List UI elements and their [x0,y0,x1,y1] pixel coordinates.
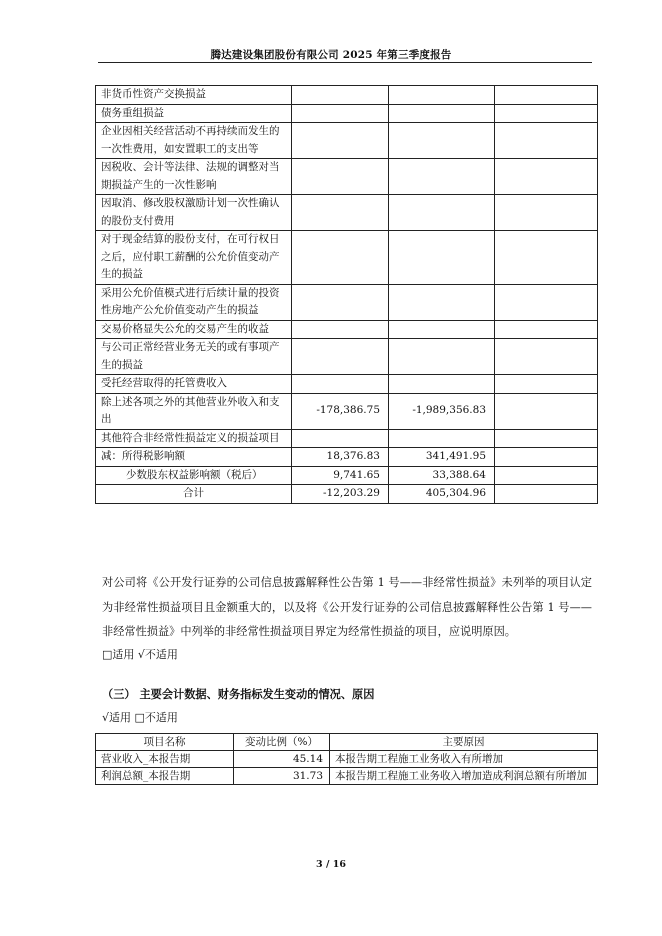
value-current: 18,376.83 [292,448,389,467]
value-note [495,429,598,448]
item-label: 少数股东权益影响额（税后） [96,466,292,485]
value-current [292,86,389,105]
value-ytd [389,123,495,159]
value-note [495,231,598,285]
item-label: 受托经营取得的托管费收入 [96,375,292,394]
table-row [96,768,598,785]
value-current [292,339,389,375]
table-row [96,104,598,123]
main-reason: 本报告期工程施工业务收入增加造成利润总额有所增加 [330,768,598,785]
item-label: 其他符合非经常性损益定义的损益项目 [96,429,292,448]
value-ytd [389,320,495,339]
item-label: 合计 [96,485,292,504]
item-label: 除上述各项之外的其他营业外收入和支出 [96,393,292,429]
value-note [495,375,598,394]
section-title: （三） 主要会计数据、财务指标发生变动的情况、原因 [102,687,375,701]
value-ytd: -1,989,356.83 [389,393,495,429]
non-recurring-items-table [95,85,598,504]
item-label: 交易价格显失公允的交易产生的收益 [96,320,292,339]
changes-table [95,733,598,785]
table-row [96,751,598,768]
value-ytd: 33,388.64 [389,466,495,485]
explanation-paragraph: 对公司将《公开发行证券的公司信息披露解释性公告第 1 号——非经常性损益》未列举的项目认定为非经常性损益项目且金额重大的，以及将《公开发行证券的公司信息披露解释性公告第 1 号——非经常性损益》中列举的非经常性损益项目界定为经常性损益的项目，应说明原因。 [102,576,592,638]
value-note [495,284,598,320]
item-label: 因税收、会计等法律、法规的调整对当期损益产生的一次性影响 [96,159,292,195]
item-label: 与公司正常经营业务无关的或有事项产生的损益 [96,339,292,375]
value-ytd [389,375,495,394]
value-ytd [389,195,495,231]
value-current [292,104,389,123]
table-row [96,231,598,285]
value-ytd [389,339,495,375]
value-note [495,448,598,467]
value-note [495,159,598,195]
change-ratio: 45.14 [234,751,330,768]
table-row [96,448,598,467]
applicability-status: □适用 √不适用 [102,648,178,661]
table-row-total [96,485,598,504]
value-current [292,284,389,320]
item-label: 非货币性资产交换损益 [96,86,292,105]
value-ytd [389,231,495,285]
value-note [495,123,598,159]
value-current: -12,203.29 [292,485,389,504]
item-label: 减：所得税影响额 [96,448,292,467]
value-note [495,393,598,429]
table-row [96,320,598,339]
value-ytd: 341,491.95 [389,448,495,467]
value-note [495,86,598,105]
item-label: 采用公允价值模式进行后续计量的投资性房地产公允价值变动产生的损益 [96,284,292,320]
table-row [96,375,598,394]
table-row [96,466,598,485]
value-note [495,339,598,375]
table-row [96,86,598,105]
value-ytd: 405,304.96 [389,485,495,504]
value-current: -178,386.75 [292,393,389,429]
value-note [495,320,598,339]
table-row [96,123,598,159]
column-header: 变动比例（%） [234,734,330,751]
report-header-title: 腾达建设集团股份有限公司 2025 年第三季度报告 [210,49,452,61]
table-header-row [96,734,598,751]
table-row [96,339,598,375]
item-label: 企业因相关经营活动不再持续而发生的一次性费用，如安置职工的支出等 [96,123,292,159]
value-current [292,320,389,339]
value-current [292,375,389,394]
table-row [96,159,598,195]
value-note [495,485,598,504]
header-divider [98,62,592,63]
item-name: 利润总额_本报告期 [96,768,234,785]
table-row [96,393,598,429]
page-number: 3 / 16 [316,859,346,870]
value-note [495,104,598,123]
change-ratio: 31.73 [234,768,330,785]
value-current [292,159,389,195]
value-ytd [389,86,495,105]
item-label: 债务重组损益 [96,104,292,123]
value-ytd [389,159,495,195]
value-ytd [389,429,495,448]
value-note [495,466,598,485]
item-label: 因取消、修改股权激励计划一次性确认的股份支付费用 [96,195,292,231]
value-current [292,231,389,285]
value-ytd [389,104,495,123]
value-current [292,429,389,448]
main-reason: 本报告期工程施工业务收入有所增加 [330,751,598,768]
column-header: 主要原因 [330,734,598,751]
applicability-status: √适用 □不适用 [102,711,178,724]
table-row [96,429,598,448]
value-ytd [389,284,495,320]
value-note [495,195,598,231]
value-current [292,123,389,159]
column-header: 项目名称 [96,734,234,751]
value-current [292,195,389,231]
item-label: 对于现金结算的股份支付，在可行权日之后，应付职工薪酬的公允价值变动产生的损益 [96,231,292,285]
table-row [96,284,598,320]
value-current: 9,741.65 [292,466,389,485]
table-row [96,195,598,231]
item-name: 营业收入_本报告期 [96,751,234,768]
